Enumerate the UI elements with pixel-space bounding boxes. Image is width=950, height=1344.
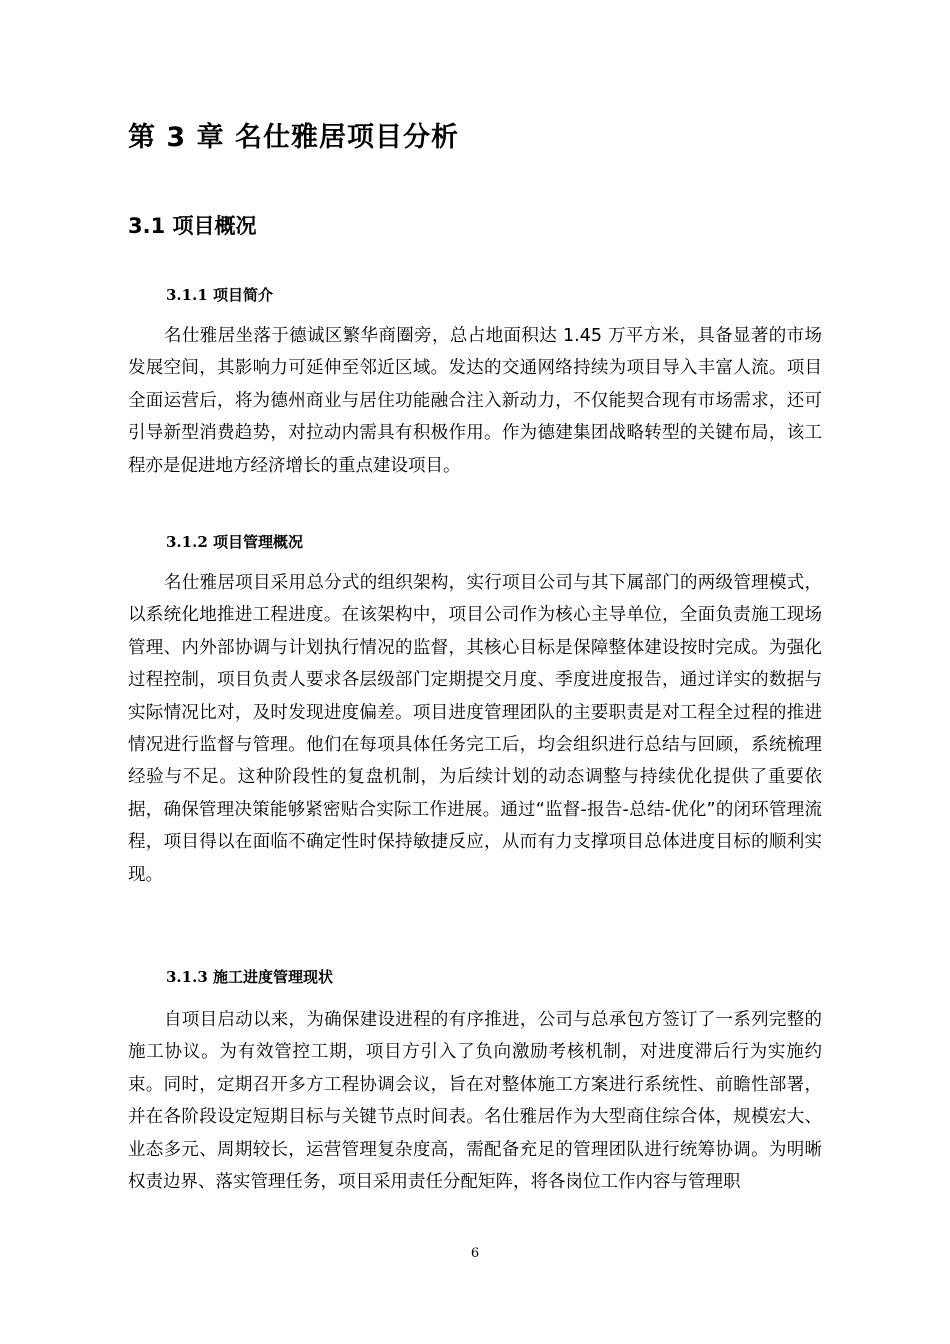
paragraph-management-overview: 名仕雅居项目采用总分式的组织架构，实行项目公司与其下属部门的两级管理模式，以系统化地推进工程进度。在该架构中，项目公司作为核心主导单位，全面负责施工现场管理、内外部协调与计划执行情况的监督，其核心目标是保障整体建设按时完成。为强化过程控制，项目负责人要求各层级部门定期提交月度、季度进度报告，通过详实的数据与实际情况比对，及时发现进度偏差。项目进度管理团队的主要职责是对工程全过程的推进情况进行监督与管理。他们在每项具体任务完工后，均会组织进行总结与回顾，系统梳理经验与不足。这种阶段性的复盘机制，为后续计划的动态调整与持续优化提供了重要依据，确保管理决策能够紧密贴合实际工作进展。通过“监督-报告-总结-优化”的闭环管理流程，项目得以在面临不确定性时保持敏捷反应，从而有力支撑项目总体进度目标的顺利实现。	[128, 573, 822, 885]
subsection-title-3-1-2: 3.1.2 项目管理概况	[166, 533, 303, 551]
section-title: 3.1 项目概况	[128, 214, 257, 238]
subsection-title-3-1-3: 3.1.3 施工进度管理现状	[166, 968, 333, 986]
chapter-title: 第 3 章 名仕雅居项目分析	[128, 122, 459, 153]
paragraph-project-intro: 名仕雅居坐落于德诚区繁华商圈旁，总占地面积达 1.45 万平方米，具备显著的市场发展空间，其影响力可延伸至邻近区域。发达的交通网络持续为项目导入丰富人流。项目全面运营后，将为德州商业与居住功能融合注入新动力，不仅能契合现有市场需求，还可引导新型消费趋势，对拉动内需具有积极作用。作为德建集团战略转型的关键布局，该工程亦是促进地方经济增长的重点建设项目。	[128, 326, 822, 476]
page-number: 6	[470, 1246, 480, 1261]
paragraph-schedule-status: 自项目启动以来，为确保建设进程的有序推进，公司与总承包方签订了一系列完整的施工协议。为有效管控工期，项目方引入了负向激励考核机制，对进度滞后行为实施约束。同时，定期召开多方工程协调会议，旨在对整体施工方案进行系统性、前瞻性部署，并在各阶段设定短期目标与关键节点时间表。名仕雅居作为大型商住综合体，规模宏大、业态多元、周期较长，运营管理复杂度高，需配备充足的管理团队进行统筹协调。为明晰权责边界、落实管理任务，项目采用责任分配矩阵，将各岗位工作内容与管理职	[128, 1010, 822, 1193]
subsection-title-3-1-1: 3.1.1 项目简介	[166, 286, 273, 304]
